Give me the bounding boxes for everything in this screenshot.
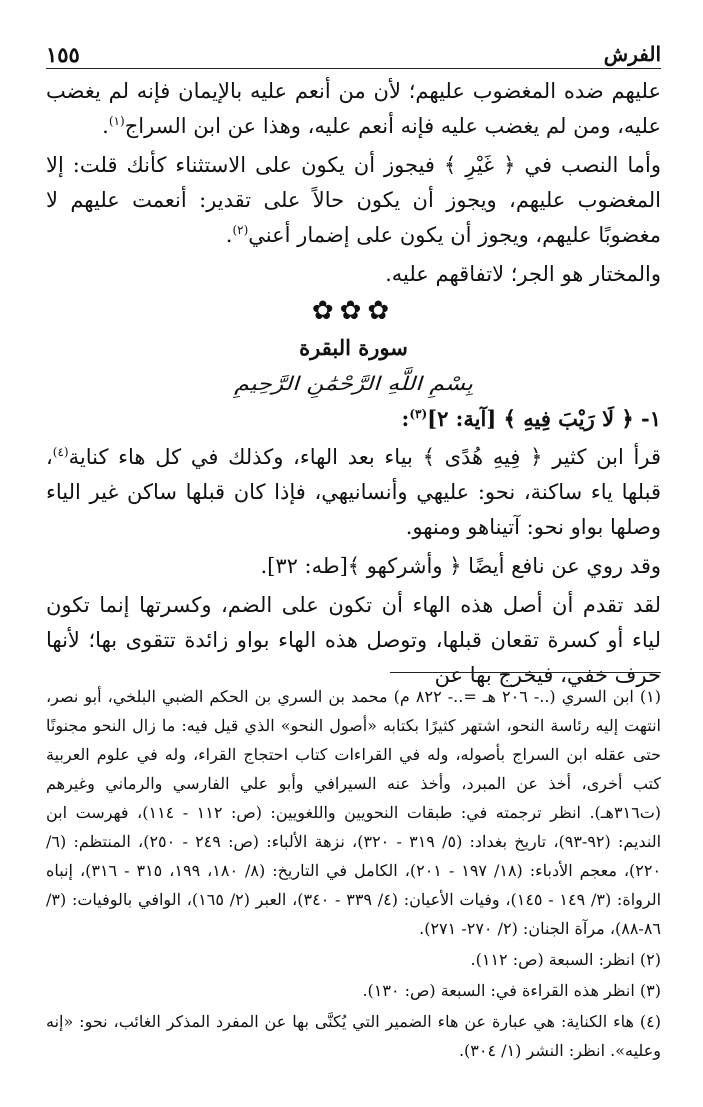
paragraph-1-end: . bbox=[102, 114, 109, 138]
paragraph-5: وقد روي عن نافع أيضًا ﴿ وأشركهو ﴾[طه: ٣٢]. bbox=[260, 554, 661, 578]
paragraph-1-text: عليهم ضده المغضوب عليهم؛ لأن من أنعم عليه بالإيمان فإنه لم يغضب عليه، ومن لم يغضب عليه فإنه أنعم عليه، وهذا عن ابن السراج bbox=[46, 79, 661, 138]
footnotes bbox=[46, 682, 661, 1067]
running-title: الفرش bbox=[603, 42, 661, 66]
verse-heading bbox=[46, 401, 661, 436]
footnote-ref-4: (٤) bbox=[52, 445, 69, 459]
verse-heading-end: : bbox=[401, 406, 410, 431]
footnote-4: (٤) هاء الكناية: هي عبارة عن هاء الضمير التي يُكنَّى بها عن المفرد المذكر الغائب، نحو: «إنه وعليه». انظر: النشر (١/ ٣٠٤). bbox=[46, 1012, 661, 1060]
page-header bbox=[46, 36, 661, 69]
paragraph-6: لقد تقدم أن أصل هذه الهاء أن تكون على الضم، وكسرتها إنما تكون لياء أو كسرة تقعان قبلها، وتوصل هذه الهاء بواو زائدة تتقوى بها؛ لأنها حرف خفي، فيخرج بها عن bbox=[46, 593, 661, 687]
paragraph-4-text: قرأ ابن كثير ﴿ فِيهِ هُدًى ﴾ بياء بعد الهاء، وكذلك في كل هاء كناية bbox=[68, 445, 661, 469]
paragraph-2-end: . bbox=[225, 223, 233, 247]
footnote-1: (١) ابن السري (..- ٢٠٦ هـ =..- ٨٢٢ م) محمد بن السري بن الحكم الضبي البلخي، أبو نصر، انتهت إليه رئاسة النحو، اشتهر كثيرًا بكتابه «أصول النحو» الذي قيل فيه: ما زال النحو مجنونًا حتى عقله ابن السراج بأصوله، وله في القراءات كتاب احتجاج القراء، وله في علوم العربية كتب أخرى، أخذ عن المبرد، وأخذ عنه السيرافي وأبو علي الفارسي والرماني وغيرهم (ت٣١٦هـ). انظر ترجمته في: طبقات النحويين واللغويين: (ص: ١١٢ - ١١٤)، فهرست ابن النديم: (٩٢-٩٣)، تاريخ بغداد: (٥/ ٣١٩ - ٣٢٠)، نزهة الألباء: (ص: ٢٤٩ - ٢٥٠)، المنتظم: (٦/ ٢٢٠)، معجم الأدباء: (١٨/ ١٩٧ - ٢٠١)، الكامل في التاريخ: (٨/ ١٨٠، ١٩٩، ٣١٥ - ٣١٦)، إنباه الرواة: (٣/ ١٤٩ - ١٤٥)، وفيات الأعيان: (٤/ ٣٣٩ - ٣٤٠)، العبر (٢/ ١٦٥)، الوافي بالوفيات: (٣/ ٨٦-٨٨)، مرآة الجنان: (٢/ ٢٧٠- ٢٧١). bbox=[46, 687, 662, 938]
ornament-stars: ✿✿✿ bbox=[311, 296, 396, 326]
footnote-3: (٣) انظر هذه القراءة في: السبعة (ص: ١٣٠). bbox=[362, 981, 661, 1000]
footnote-ref-3: (٣) bbox=[409, 407, 428, 421]
paragraph-4 bbox=[46, 440, 661, 545]
footnote-2: (٢) انظر: السبعة (ص: ١١٢). bbox=[470, 950, 661, 969]
paragraph-1 bbox=[46, 74, 661, 144]
basmala-calligraphy: بِسْمِ اللَّهِ الرَّحْمَٰنِ الرَّحِيمِ bbox=[234, 373, 473, 395]
verse-heading-text: ١- ﴿ لَا رَيْبَ فِيهِ ﴾ [آية: ٢] bbox=[427, 406, 661, 431]
footnote-separator bbox=[390, 672, 661, 673]
footnote-ref-1: (١) bbox=[108, 114, 125, 128]
surah-title: سورة البقرة bbox=[299, 335, 408, 360]
paragraph-4-end: ، قبلها ياء ساكنة، نحو: عليهي وأنسانيهي، فإذا كان قبلها ساكن غير الياء وصلها بواو نحو: آتيناهو ومنهو. bbox=[46, 445, 661, 539]
paragraph-3: والمختار هو الجر؛ لاتفاقهم عليه. bbox=[385, 262, 661, 286]
footnote-ref-2: (٢) bbox=[232, 223, 249, 237]
paragraph-2 bbox=[46, 148, 661, 253]
main-text bbox=[46, 74, 661, 697]
paragraph-2-text: وأما النصب في ﴿ غَيْرِ ﴾ فيجوز أن يكون على الاستثناء كأنك قلت: إلا المغضوب عليهم، ويجوز أن يكون حالاً على تقدير: أنعمت عليهم لا مغضوبًا عليهم، ويجوز أن يكون على إضمار أعني bbox=[46, 153, 661, 247]
page-number: ١٥٥ bbox=[46, 42, 80, 67]
